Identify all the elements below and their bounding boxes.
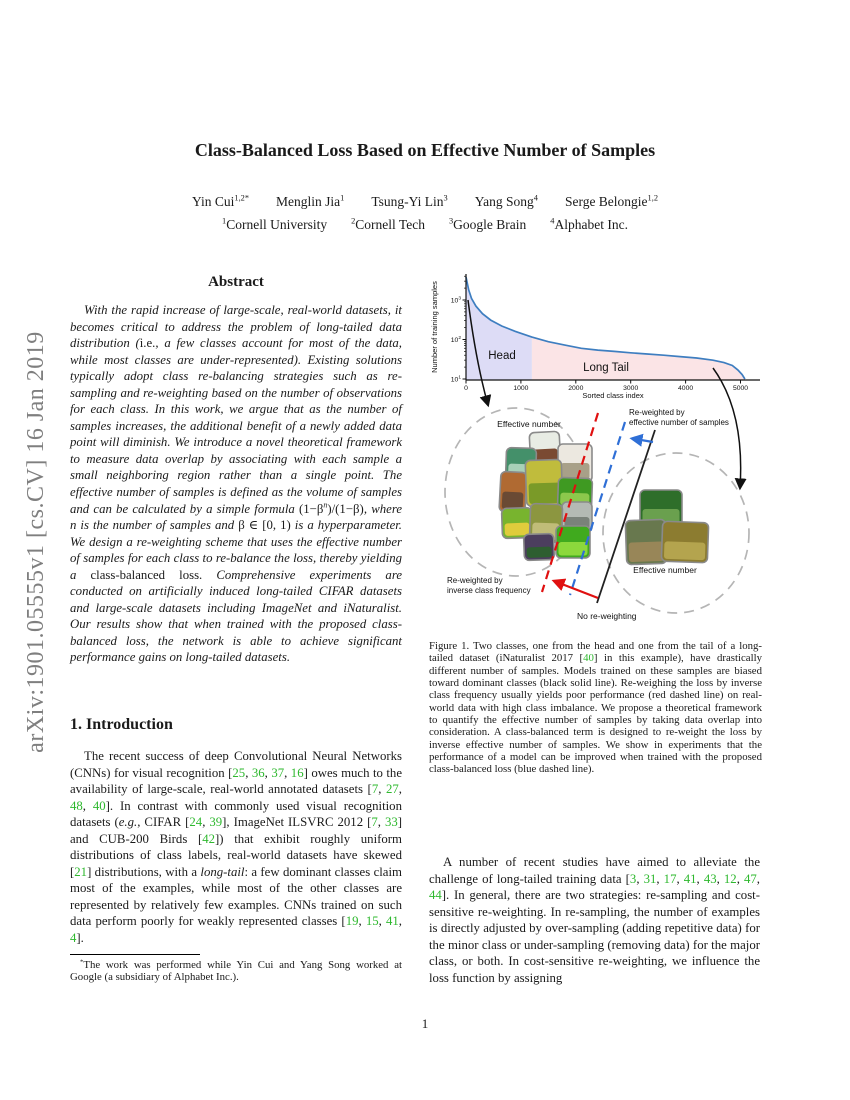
citation-link[interactable]: 40 bbox=[583, 652, 594, 665]
citation-link[interactable]: 3 bbox=[629, 871, 637, 886]
citation-link[interactable]: 16 bbox=[290, 765, 304, 780]
introduction-heading: 1. Introduction bbox=[70, 716, 173, 733]
head-region bbox=[466, 277, 532, 380]
page-number: 1 bbox=[421, 1016, 429, 1031]
citation-link[interactable]: 41 bbox=[386, 914, 399, 929]
footnote bbox=[70, 954, 402, 984]
paper-title: Class-Balanced Loss Based on Effective Number of Samples bbox=[194, 140, 656, 160]
longtail-chart bbox=[430, 274, 760, 488]
citation-link[interactable]: 48 bbox=[70, 798, 83, 813]
svg-text:101: $10^1$ bbox=[450, 375, 461, 384]
citation-link[interactable]: 37 bbox=[271, 765, 285, 780]
head-samples-collage bbox=[499, 431, 593, 560]
abstract-text: With the rapid increase of large-scale, real-world datasets, it becomes critical to address the problem of long-tailed data distribution (i.e., a few classes account for most of the data, while most classes are under-represented). Existing solutions typically adopt class re-balancing strategies such as re-sampling and re-weighting based on the number of observations for each class. In this work, we argue that as the number of samples increases, the additional benefit of a newly added data point will diminish. We introduce a novel theoretical framework to measure data overlap by associating with each sample a small neighboring region rather than a single point. The effective number of samples is defined as the volume of samples and can be calculated by a simple formula $(1-\beta^n)/(1-\beta)$, where n is the number of samples and β ∈ [0, 1) is a hyperparameter. We design a re-weighting scheme that uses the effective number of samples for each class to re-balance the loss, thereby yielding a class-balanced loss. Comprehensive experiments are conducted on artificially induced long-tailed CIFAR datasets and large-scale datasets including ImageNet and iNaturalist. Our results show that when trained with the proposed class-balanced loss, the network is able to achieve significant performance gains on long-tailed datasets. bbox=[70, 303, 403, 665]
effective-number-diagram bbox=[445, 408, 749, 621]
svg-text:102: $10^2$ bbox=[450, 335, 461, 344]
author: Tsung-Yi Lin$^3$ bbox=[371, 193, 448, 209]
svg-text:0: 0 bbox=[464, 385, 468, 392]
reweight-inverse-label-1: Re-weighted by bbox=[447, 576, 503, 585]
red-arrow bbox=[554, 581, 598, 598]
citation-link[interactable]: 42 bbox=[202, 831, 216, 846]
longtail-region bbox=[532, 337, 745, 380]
author: Yang Song$^4$ bbox=[474, 193, 538, 209]
citation-link[interactable]: 40 bbox=[92, 798, 106, 813]
tail-samples-collage bbox=[625, 490, 708, 565]
x-axis-label: Sorted class index bbox=[582, 391, 644, 400]
no-reweighting-label: No re-weighting bbox=[577, 611, 637, 621]
figure1-caption: Figure 1. Two classes, one from the head and one from the tail of a long-tailed dataset (iNaturalist 2017 [40] in this example), have drastically different number of samples. Models trained on these samples are biased toward dominant classes (black solid line). Re-weighing the loss by inverse class frequency usually yields poor performance (red dashed line) on real-world data with high class imbalance. We propose a theoretical framework to quantify the effective number of samples by taking data overlap into consideration. A class-balanced term is designed to re-weight the loss by inverse effective number of samples. We show in experiments that the performance of a model can be improved when trained with the proposed class-balanced loss (blue dashed line). bbox=[429, 640, 762, 776]
svg-text:1000: 1000 bbox=[513, 385, 529, 392]
citation-link[interactable]: 39 bbox=[209, 815, 223, 830]
svg-text:5000: 5000 bbox=[732, 385, 749, 392]
authors-row bbox=[0, 194, 850, 210]
citation-link[interactable]: 31 bbox=[643, 871, 657, 886]
svg-text:2000: 2000 bbox=[568, 385, 584, 392]
citation-link[interactable]: 12 bbox=[723, 871, 737, 886]
effective-number-label-left: Effective number bbox=[497, 419, 561, 429]
citation-link[interactable]: 7 bbox=[371, 782, 379, 797]
sample-photo-thumbnail bbox=[524, 533, 555, 560]
svg-text:3000: 3000 bbox=[623, 385, 639, 392]
citation-link[interactable]: 4 bbox=[70, 931, 77, 946]
citation-link[interactable]: 17 bbox=[663, 871, 677, 886]
effective-number-label-right: Effective number bbox=[633, 565, 697, 575]
footnote-text: *The work was performed while Yin Cui and Yang Song worked at Google (a subsidiary of Alphabet Inc.). bbox=[70, 958, 402, 984]
affiliation: $^1$Cornell University bbox=[222, 216, 328, 232]
body-paragraph-2: A number of recent studies have aimed to alleviate the challenge of long-tailed training data [3, 31, 17, 41, 43, 12, 47, 44]. In general, there are two strategies: re-sampling and cost-sensitive re-weighting. In re-sampling, the number of examples is directly adjusted by over-sampling (adding repetitive data) for the minor class or under-sampling (removing data) for the major class, or both. In cost-sensitive re-weighting, we influence the loss function by assigning bbox=[429, 855, 760, 985]
footnote-rule bbox=[70, 954, 200, 955]
affiliations-row bbox=[0, 217, 850, 233]
abstract-heading: Abstract bbox=[208, 274, 264, 290]
citation-link[interactable]: 33 bbox=[384, 815, 398, 830]
arxiv-stamp: arXiv:1901.05555v1 [cs.CV] 16 Jan 2019 bbox=[23, 331, 49, 753]
svg-text:103: $10^3$ bbox=[450, 296, 461, 305]
author: Serge Belongie$^{1,2}$ bbox=[564, 193, 658, 209]
author: Menglin Jia$^1$ bbox=[276, 193, 345, 209]
citation-link[interactable]: 36 bbox=[251, 765, 265, 780]
reweight-effective-label-2: effective number of samples bbox=[629, 418, 729, 427]
citation-link[interactable]: 27 bbox=[385, 782, 399, 797]
sample-photo-thumbnail bbox=[625, 519, 667, 564]
y-axis-ticks bbox=[451, 276, 466, 383]
affiliation: $^2$Cornell Tech bbox=[351, 216, 425, 232]
sample-photo-thumbnail bbox=[661, 521, 708, 563]
reweight-effective-label-1: Re-weighted by bbox=[629, 408, 685, 417]
affiliation: $^3$Google Brain bbox=[448, 216, 527, 232]
citation-link[interactable]: 43 bbox=[703, 871, 717, 886]
reweight-inverse-label-2: inverse class frequency bbox=[447, 586, 531, 595]
svg-text:4000: 4000 bbox=[678, 385, 694, 392]
affiliation: $^4$Alphabet Inc. bbox=[550, 216, 628, 232]
citation-link[interactable]: 41 bbox=[683, 871, 697, 886]
citation-link[interactable]: 7 bbox=[371, 815, 378, 830]
introduction-text: The recent success of deep Convolutional Neural Networks (CNNs) for visual recognition [25, 36, 37, 16] owes much to the availability of large-scale, real-world annotated datasets [7, 27, 48, 40]. In contrast with commonly used visual recognition datasets (e.g., CIFAR [24, 39], ImageNet ILSVRC 2012 [7, 33] and CUB-200 Birds [42]) that exhibit roughly uniform distributions of class labels, real-world datasets have skewed [21] distributions, with a long-tail: a few dominant classes claim most of the examples, while most of the other classes are represented by relatively few examples. CNNs trained on such data perform poorly for weakly represented classes [19, 15, 41, 4]. bbox=[70, 749, 403, 946]
head-label: Head bbox=[488, 350, 516, 362]
citation-link[interactable]: 15 bbox=[365, 914, 379, 929]
citation-link[interactable]: 47 bbox=[743, 871, 757, 886]
citation-link[interactable]: 44 bbox=[429, 888, 442, 903]
citation-link[interactable]: 25 bbox=[232, 765, 246, 780]
figure1 bbox=[428, 262, 792, 640]
author: Yin Cui$^{1,2*}$ bbox=[192, 193, 250, 209]
sample-photo-thumbnail bbox=[499, 471, 527, 512]
blue-arrow bbox=[632, 439, 653, 443]
citation-link[interactable]: 19 bbox=[345, 914, 359, 929]
citation-link[interactable]: 24 bbox=[189, 815, 203, 830]
y-axis-label: Number of training samples bbox=[430, 281, 439, 373]
citation-link[interactable]: 21 bbox=[74, 864, 88, 879]
longtail-label: Long Tail bbox=[583, 362, 629, 374]
